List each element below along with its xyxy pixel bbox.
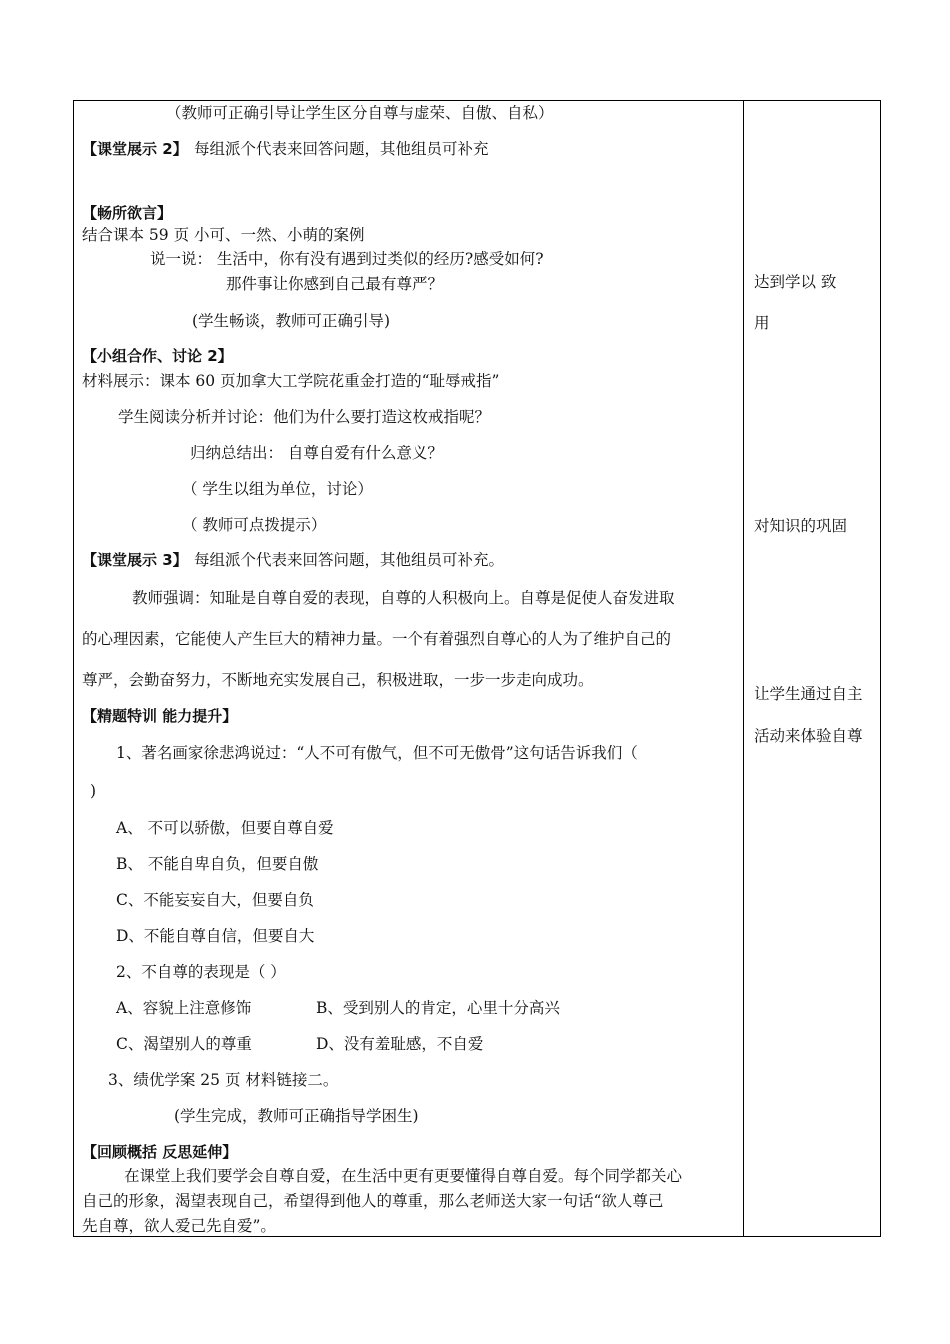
side-note: 让学生通过自主 [754,685,863,703]
text-line: 材料展示：课本 60 页加拿大工学院花重金打造的“耻辱戒指” [82,372,500,390]
teacher-note: （ 学生以组为单位，讨论） [182,480,373,498]
side-note: 用 [754,314,770,332]
teacher-note: （ 教师可点拨提示） [182,516,327,534]
answer-option: B、受到别人的肯定，心里十分高兴 [316,999,560,1017]
question: 1、著名画家徐悲鸿说过：“人不可有傲气，但不可无傲骨”这句话告诉我们（ [116,744,638,762]
section-heading: 【小组合作、讨论 2】 [82,347,233,365]
section-heading: 【畅所欲言】 [82,204,173,222]
question: 2、不自尊的表现是（ ） [116,963,286,981]
paragraph-line: 在课堂上我们要学会自尊自爱，在生活中更有更要懂得自尊自爱。每个同学都关心 [124,1167,683,1185]
section-heading: 【回顾概括 反思延伸】 [82,1143,238,1161]
question: ) [90,782,97,800]
column-divider [743,101,744,1236]
side-note: 活动来体验自尊 [754,727,863,745]
text-line: 那件事让你感到自己最有尊严？ [226,275,444,293]
teacher-note: （教师可正确引导让学生区分自尊与虚荣、自傲、自私） [166,104,554,122]
paragraph-line: 教师强调：知耻是自尊自爱的表现，自尊的人积极向上。自尊是促使人奋发进取 [132,589,675,607]
paragraph-line: 先自尊，欲人爱己先自爱”。 [82,1217,276,1235]
text-line: 结合课本 59 页 小可、一然、小萌的案例 [82,226,365,244]
paragraph-line: 尊严，会勤奋努力，不断地充实发展自己，积极进取，一步一步走向成功。 [82,671,594,689]
answer-option: B、 不能自卑自负，但要自傲 [116,855,319,873]
section-heading: 【课堂展示 2】 [82,140,188,158]
section-heading: 【精题特训 能力提升】 [82,707,238,725]
text-line: 每组派个代表来回答问题，其他组员可补充。 [194,551,505,569]
answer-option: C、不能妄妄自大，但要自负 [116,891,314,909]
answer-option: D、不能自尊自信，但要自大 [116,927,315,945]
text-line: 学生阅读分析并讨论：他们为什么要打造这枚戒指呢？ [118,408,491,426]
answer-option: A、 不可以骄傲，但要自尊自爱 [116,819,334,837]
paragraph-line: 的心理因素，它能使人产生巨大的精神力量。一个有着强烈自尊心的人为了维护自己的 [82,630,672,648]
text-line: 说一说： 生活中，你有没有遇到过类似的经历?感受如何? [150,250,544,268]
teacher-note: (学生畅谈，教师可正确引导) [192,312,391,330]
text-line: 每组派个代表来回答问题，其他组员可补充 [194,140,489,158]
text-line: 归纳总结出： 自尊自爱有什么意义？ [190,444,443,462]
side-note: 对知识的巩固 [754,517,848,535]
paragraph-line: 自己的形象，渴望表现自己，希望得到他人的尊重，那么老师送大家一句话“欲人尊己 [82,1192,664,1210]
answer-option: C、渴望别人的尊重 [116,1035,252,1053]
section-heading: 【课堂展示 3】 [82,551,188,569]
lesson-table [73,100,881,1237]
answer-option: A、容貌上注意修饰 [116,999,252,1017]
side-note: 达到学以 致 [754,273,837,291]
question: 3、绩优学案 25 页 材料链接二。 [108,1071,339,1089]
teacher-note: (学生完成，教师可正确指导学困生) [174,1107,419,1125]
answer-option: D、没有羞耻感，不自爱 [316,1035,484,1053]
